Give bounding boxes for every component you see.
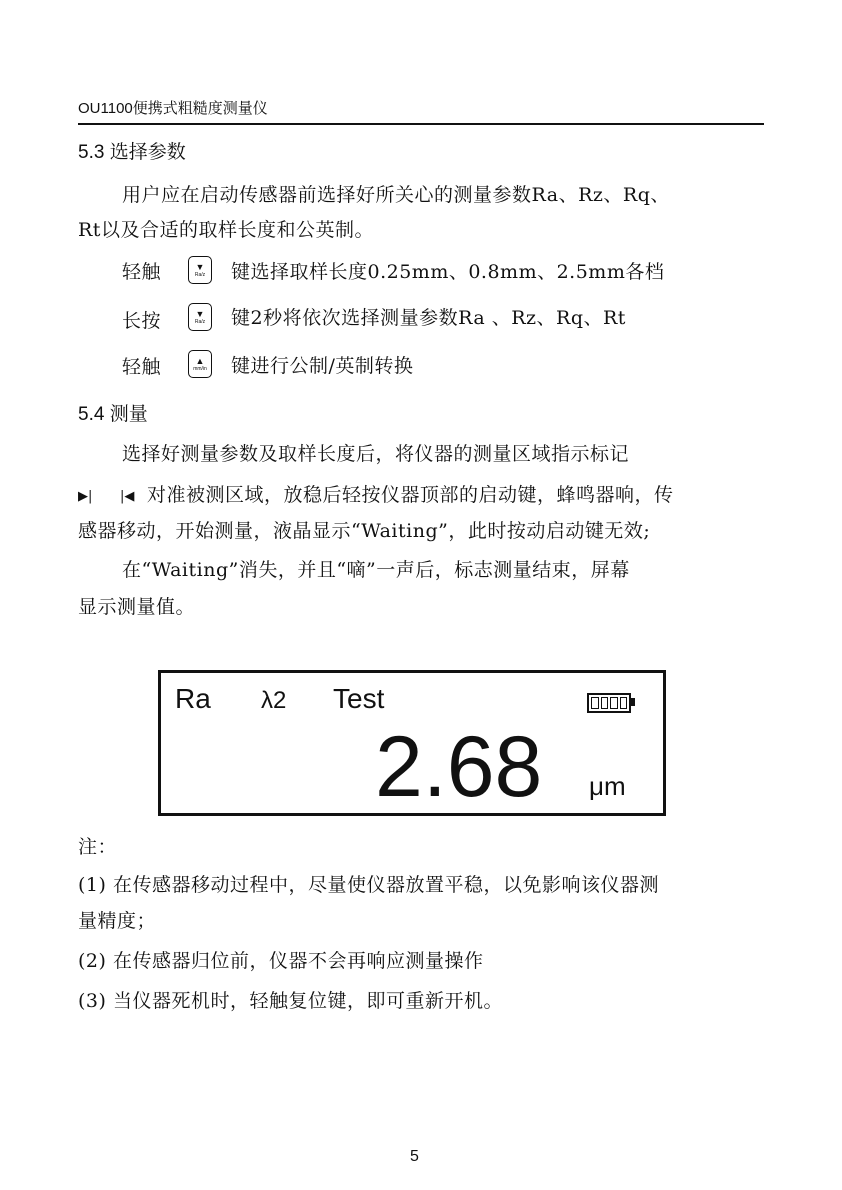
battery-tip: [631, 698, 635, 706]
key-row-3-description: 键进行公制/英制转换: [231, 355, 414, 377]
down-key-icon: [188, 256, 212, 284]
note-2: (2) 在传感器归位前，仪器不会再响应测量操作: [78, 950, 484, 972]
up-triangle-icon: ▲: [195, 355, 205, 366]
down-triangle-icon: ▼: [195, 261, 205, 272]
lcd-unit: μm: [589, 771, 626, 801]
lcd-lambda: λ2: [261, 687, 287, 714]
lcd-mode: Test: [333, 683, 385, 714]
lcd-measured-value: 2.68: [375, 719, 543, 815]
section-5-4-heading: 5.4 测量: [78, 404, 148, 425]
up-key-icon: [188, 350, 212, 378]
note-1-line1: (1) 在传感器移动过程中，尽量使仪器放置平稳，以免影响该仪器测: [78, 874, 659, 896]
lcd-display: [158, 670, 666, 816]
section-5-3-paragraph-line1: 用户应在启动传感器前选择好所关心的测量参数Ra、Rz、Rq、: [122, 184, 670, 206]
section-5-3-heading: 5.3 选择参数: [78, 142, 186, 163]
section-5-3-paragraph-line2: Rt以及合适的取样长度和公英制。: [78, 219, 374, 241]
key-sublabel: Ra/z: [194, 271, 206, 278]
section-5-4-paragraph-line2: 对准被测区域，放稳后轻按仪器顶部的启动键，蜂鸣器响，传: [147, 484, 674, 506]
key-row-2-action: 长按: [122, 310, 162, 332]
measure-area-left-marker-icon: ▶|: [78, 489, 93, 504]
section-5-4-paragraph-line5: 显示测量值。: [78, 596, 196, 618]
battery-icon: [587, 693, 631, 713]
lcd-parameter: Ra: [175, 683, 211, 714]
key-row-2-description: 键2秒将依次选择测量参数Ra 、Rz、Rq、Rt: [231, 307, 626, 329]
section-5-4-paragraph-line1: 选择好测量参数及取样长度后，将仪器的测量区域指示标记: [122, 443, 630, 465]
note-3: (3) 当仪器死机时，轻触复位键，即可重新开机。: [78, 990, 503, 1012]
key-row-1-action: 轻触: [122, 261, 162, 283]
page-number: 5: [410, 1148, 419, 1165]
down-key-icon: [188, 303, 212, 331]
section-5-4-paragraph-line4: 在“Waiting”消失，并且“嘀”一声后，标志测量结束，屏幕: [122, 559, 630, 581]
header-divider: [78, 123, 764, 125]
key-sublabel: mm/in: [193, 365, 207, 372]
key-row-1-description: 键选择取样长度0.25mm、0.8mm、2.5mm各档: [231, 261, 665, 283]
measure-area-right-marker-icon: |◀: [120, 489, 135, 504]
down-triangle-icon: ▼: [195, 308, 205, 319]
note-1-line2: 量精度；: [78, 910, 157, 932]
key-row-3-action: 轻触: [122, 356, 162, 378]
section-5-4-paragraph-line3: 感器移动，开始测量，液晶显示“Waiting”，此时按动启动键无效;: [78, 520, 651, 542]
notes-label: 注：: [78, 836, 118, 858]
key-sublabel: Ra/z: [194, 318, 206, 325]
document-header-title: OU1100便携式粗糙度测量仪: [78, 100, 268, 117]
